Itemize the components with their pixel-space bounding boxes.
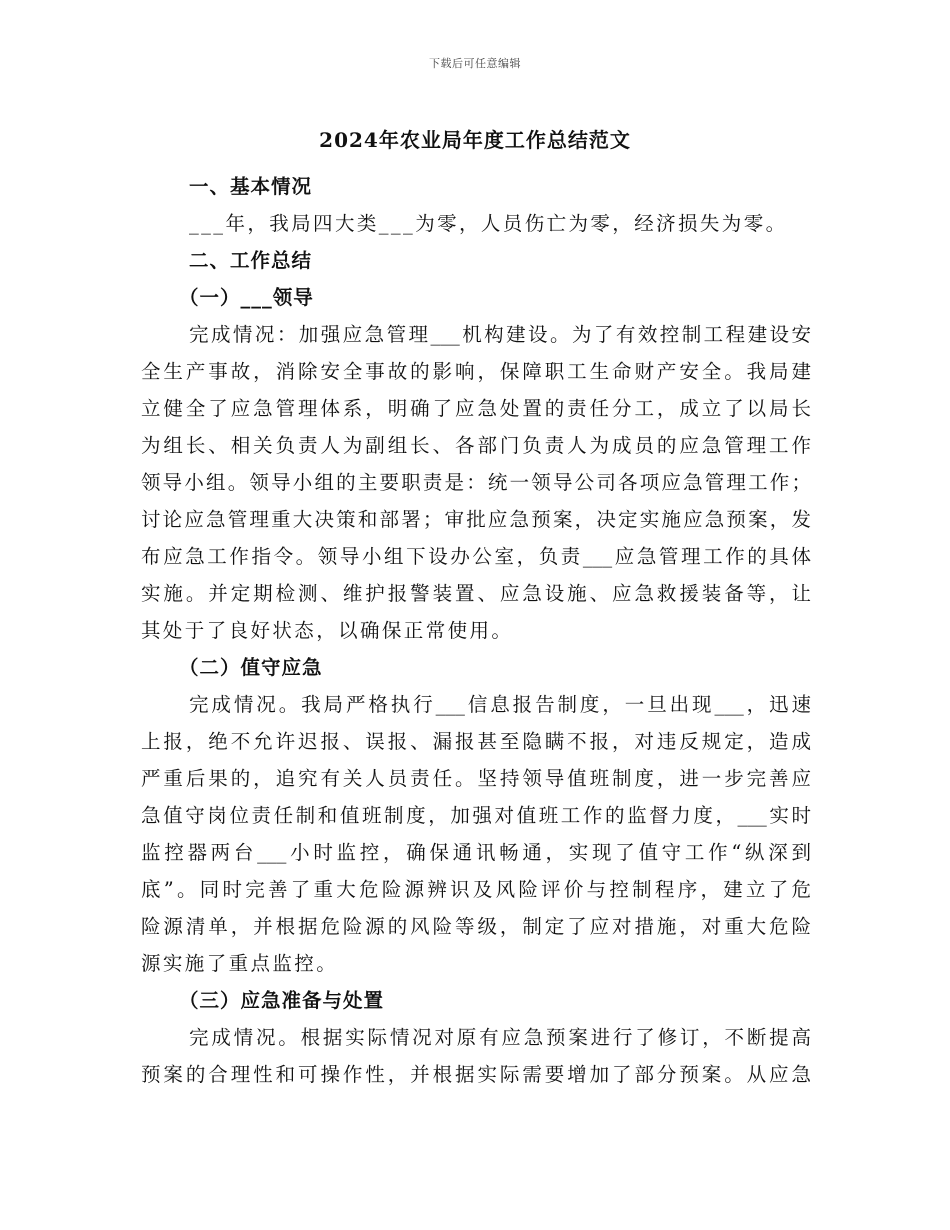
- paragraph-line: 上报，绝不允许迟报、误报、漏报甚至隐瞒不报，对违反规定，造成: [141, 730, 811, 753]
- paragraph-line: 其处于了良好状态，以确保正常使用。: [141, 619, 514, 642]
- paragraph-line: 领导小组。领导小组的主要职责是：统一领导公司各项应急管理工作；: [141, 471, 811, 494]
- section-heading-basic: 一、基本情况: [189, 175, 313, 198]
- section-heading-summary: 二、工作总结: [189, 249, 313, 272]
- paragraph-line: 为组长、相关负责人为副组长、各部门负责人为成员的应急管理工作: [141, 434, 811, 457]
- paragraph-line: 实施。并定期检测、维护报警装置、应急设施、应急救援装备等，让: [141, 582, 811, 605]
- paragraph-line: 完成情况。根据实际情况对原有应急预案进行了修订，不断提高: [189, 1026, 811, 1049]
- paragraph-line: 源实施了重点监控。: [141, 952, 339, 975]
- paragraph-line: 严重后果的，追究有关人员责任。坚持领导值班制度，进一步完善应: [141, 767, 811, 790]
- subsection-heading-2: （二）值守应急: [179, 656, 323, 679]
- paragraph-line: 预案的合理性和可操作性，并根据实际需要增加了部分预案。从应急: [141, 1063, 811, 1086]
- document-body: [141, 168, 811, 1093]
- paragraph-line: 底”。同时完善了重大危险源辨识及风险评价与控制程序，建立了危: [141, 878, 811, 901]
- paragraph-line: 讨论应急管理重大决策和部署；审批应急预案，决定实施应急预案，发: [141, 508, 811, 531]
- paragraph-line: 险源清单，并根据危险源的风险等级，制定了应对措施，对重大危险: [141, 915, 811, 938]
- paragraph-line: 立健全了应急管理体系，明确了应急处置的责任分工，成立了以局长: [141, 397, 811, 420]
- paragraph-line: ___年，我局四大类___为零，人员伤亡为零，经济损失为零。: [189, 212, 788, 235]
- paragraph-line: 全生产事故，消除安全事故的影响，保障职工生命财产安全。我局建: [141, 360, 811, 383]
- paragraph-line: 完成情况：加强应急管理___机构建设。为了有效控制工程建设安: [189, 323, 811, 346]
- paragraph-line: 完成情况。我局严格执行___信息报告制度，一旦出现___，迅速: [189, 693, 811, 716]
- document-title: 2024年农业局年度工作总结范文: [319, 128, 631, 152]
- header-note: 下载后可任意编辑: [429, 57, 521, 70]
- subsection-heading-3: （三）应急准备与处置: [179, 989, 385, 1012]
- paragraph-line: 急值守岗位责任制和值班制度，加强对值班工作的监督力度，___实时: [141, 804, 811, 827]
- subsection-heading-1: （一）___领导: [179, 286, 314, 309]
- paragraph-line: 布应急工作指令。领导小组下设办公室，负责___应急管理工作的具体: [141, 545, 811, 568]
- paragraph-line: 监控器两台___小时监控，确保通讯畅通，实现了值守工作“纵深到: [141, 841, 811, 864]
